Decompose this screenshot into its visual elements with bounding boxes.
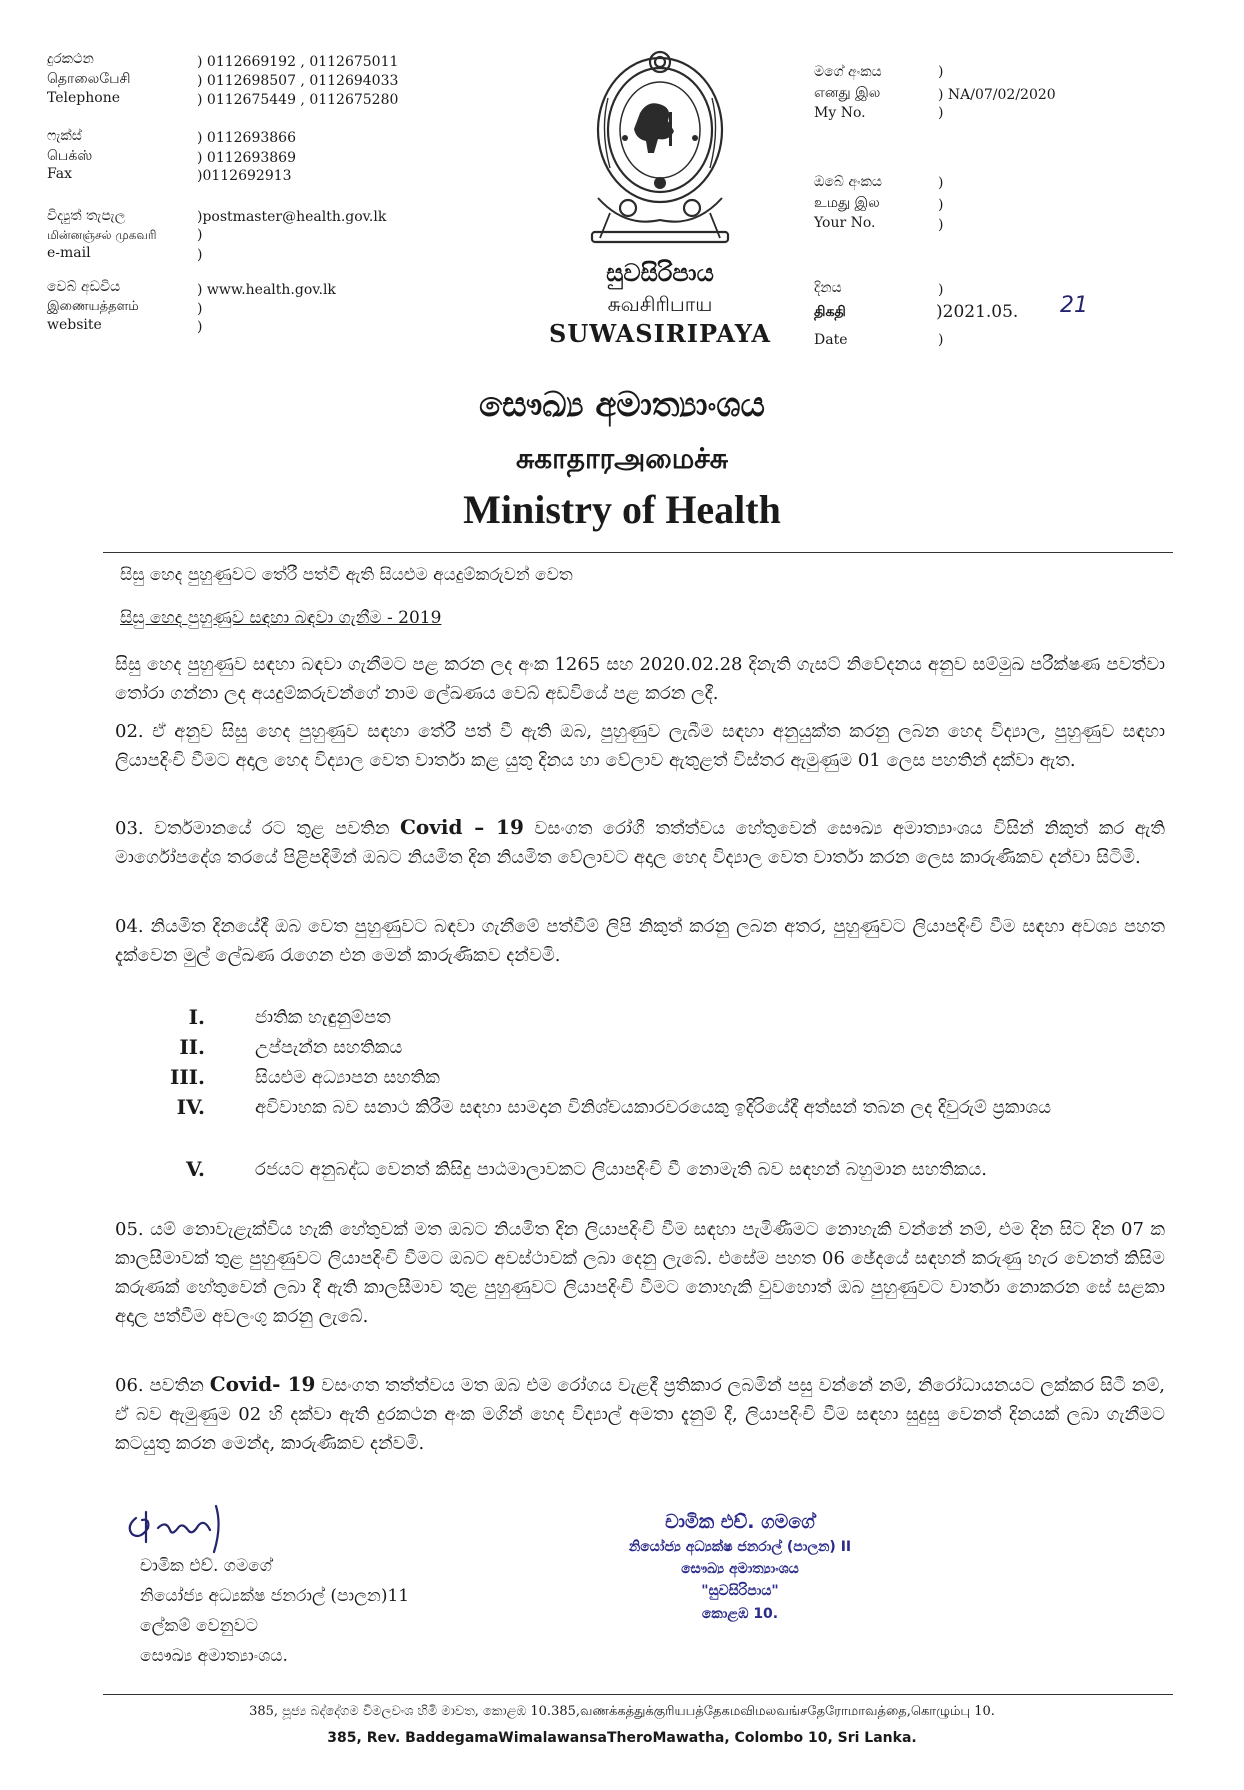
list-number: III.	[169, 1065, 205, 1089]
fax-value-2: ) 0112693869	[197, 150, 296, 166]
date-value-1: )	[938, 282, 944, 298]
paragraph-5: 05. යම් නොවැළැක්විය හැකි හේතුවක් මත ඔබට නියමිත දින ලියාපදිංචි වීම සඳහා පැමිණීමට නොහැකි වන්නේ නම්, එම දින සිට දින 07 ක කාලසීමාවක් තුළ පුහුණුවට ලියාපදිංචි වීමට ඔබට අවස්ථාවක් ලබා දෙනු ලැබේ. එසේම පහත 06 ඡේදයේ සඳහන් කරුණු හැර වෙනත් කිසිම කරුණක් හේතුවෙන් ලබා දී ඇති කාලසීමාව තුළ පුහුණුවට ලියාපදිංචි වීමට නොහැකි වුවහොත් ඔබ පුහුණුවට වාර්තා නොකරන සේ සළකා අදාල පත්වීම අවලංගු කරනු ලැබේ.	[115, 1219, 1165, 1327]
fax-label-ta: பெக்ஸ்	[47, 148, 93, 164]
footer-address-english: 385, Rev. BaddegamaWimalawansaTheroMawatha, Colombo 10, Sri Lanka.	[327, 1730, 917, 1746]
paragraph-3	[115, 813, 1165, 872]
website-value-2: )	[197, 301, 203, 317]
list-text: සියළුම අධ්‍යාපන සහතික	[255, 1067, 440, 1088]
email-value-1: )postmaster@health.gov.lk	[197, 209, 387, 225]
telephone-label-si: දුරකථන	[47, 51, 94, 67]
fax-value-1: ) 0112693866	[197, 130, 296, 146]
date-value-2: )2021.05.	[936, 302, 1019, 322]
email-value-3: )	[197, 247, 203, 263]
my-no-value-3: )	[938, 105, 944, 121]
paragraph-3-start: 03. වර්තමානයේ රට තුළ පවතින	[115, 818, 400, 839]
signatory-name: චාමික එච්. ගමගේ	[140, 1556, 272, 1576]
signature-block	[140, 1551, 540, 1671]
date-value-3: )	[938, 332, 944, 348]
my-no-label-en: My No.	[814, 105, 866, 121]
stamp-name: චාමික එච්. ගමගේ	[665, 1511, 815, 1533]
paragraph-3-covid: Covid – 19	[400, 815, 524, 839]
contact-block	[47, 49, 447, 339]
paragraph-3-end: වසංගත රෝගී තත්ත්වය හේතුවෙන් සෞඛ්‍ය අමාත්‍යාංශය විසින් නිකුත් කර ඇති මාර්ගෝපදේශ තරයේ පිළිපදිමින් ඔබට නියමිත දින නියමිත වේලාවට අදාල හෙද විද්‍යාල වෙත වාර්තා කරන ලෙස කාරුණිකව දන්වා සිටිමි.	[115, 818, 1165, 868]
signatory-title: නියෝජ්‍ය අධ්‍යක්ෂ ජනරාල් (පාලන)11	[140, 1586, 410, 1606]
list-text: උප්පැන්න සහතිකය	[255, 1037, 403, 1058]
your-no-value-3: )	[938, 217, 944, 233]
date-label-ta: திகதி	[814, 304, 846, 320]
paragraph-6-end: වසංගත තත්ත්වය මත ඔබ එම රෝගය වැළදී ප්‍රතිකාර ලබමින් පසු වන්නේ නම්, නිරෝධායනයට ලක්කර සිටී නම්, ඒ බව ඇමුණුම 02 හි දක්වා ඇති දුරකථන අංක මගින් හෙද විද්‍යාල් අමතා දැනුම් දී, ලියාපදිංචි වීම සඳහා සුදුසු වෙනත් දිනයක් ලබා ගැනීමට කටයුතු කරන මෙන්ද, කාරුණිකව දන්වමි.	[115, 1375, 1165, 1454]
website-label-si: වෙබ් අඩවිය	[47, 279, 121, 295]
footer-divider	[103, 1694, 1173, 1695]
my-no-value-2: ) NA/07/02/2020	[938, 87, 1056, 103]
paragraph-6-covid: Covid- 19	[209, 1372, 316, 1396]
my-no-label-si: මගේ අංකය	[814, 64, 882, 80]
date-label-si: දිනය	[814, 280, 842, 296]
telephone-label-ta: தொலைபேசி	[47, 71, 131, 87]
list-text: රජයට අනුබද්ධ වෙනත් කිසිදු පාඨමාලාවකට ලියාපදිංචි වී නොමැති බව සඳහන් බහුමාන සහතිකය.	[255, 1159, 987, 1180]
ministry-name-english: Ministry of Health	[463, 487, 781, 532]
telephone-value-3: ) 0112675449 , 0112675280	[197, 92, 399, 108]
ministry-name-sinhala: සෞඛ්‍ය අමාත්‍යාංශය	[479, 385, 765, 425]
telephone-label-en: Telephone	[47, 90, 121, 106]
handwritten-date-day: 21	[1060, 293, 1088, 318]
letter-addressee: සිසු හෙද පුහුණුවට තේරී පත්වී ඇති සියළුම අයදුම්කරුවන් වෙත	[120, 565, 573, 585]
my-no-label-ta: எனது இல	[814, 85, 881, 101]
paragraph-1: සිසු හෙද පුහුණුව සඳහා බඳවා ගැනීමට පළ කරන ලද අංක 1265 සහ 2020.02.28 දිනැති ගැසට් නිවේදනය අනුව සම්මුඛ පරීක්ෂණ පවත්වා තෝරා ගන්නා ලද අයදුම්කරුවන්ගේ නාම ලේඛණය වෙබ් අඩවියේ පළ කරන ලදී.	[115, 654, 1165, 704]
website-label-en: website	[47, 317, 102, 333]
date-label-en: Date	[814, 332, 848, 348]
signatory-ministry: සෞඛ්‍ය අමාත්‍යාංශය.	[140, 1646, 288, 1666]
paragraph-6-start: 06. පවතින	[115, 1375, 210, 1396]
list-number: V.	[186, 1157, 205, 1181]
fax-value-3: )0112692913	[197, 168, 292, 184]
letter-subject: සිසු හෙද පුහුණුව සඳහා බඳවා ගැනීම - 2019	[120, 608, 442, 628]
stamp-ministry: සෞඛ්‍ය අමාත්‍යාංශය	[681, 1561, 799, 1577]
website-label-ta: இணையத்தளம்	[47, 299, 139, 314]
your-no-value-1: )	[938, 175, 944, 191]
your-no-label-en: Your No.	[814, 215, 876, 231]
official-stamp	[520, 1508, 960, 1626]
telephone-value-2: ) 0112698507 , 0112694033	[197, 73, 399, 89]
paragraph-4: 04. නියමිත දිනයේදී ඔබ වෙත පුහුණුවට බඳවා ගැනීමේ පත්වීම් ලිපි නිකුත් කරනු ලබන අතර, පුහුණුවට ලියාපදිංචි වීම සඳහා අවශ්‍ය පහත දැක්වෙන මුල් ලේඛණ රැගෙන එන මෙන් කාරුණිකව දන්වමි.	[115, 916, 1165, 966]
your-no-label-ta: உமது இல	[814, 195, 880, 211]
my-no-value-1: )	[938, 64, 944, 80]
building-name-tamil: சுவசிரிபாய	[607, 292, 713, 316]
footer-address-local: 385, පූජ්‍ය බද්දේගම විමලවංශ හිමි මාවත, කොළඹ 10.385,வணக்கத்துக்குரியபத்தேகமவிமலவங்சதேரோமாவத்தை,கொழும்பு 10.	[249, 1704, 995, 1719]
stamp-city: කොළඹ 10.	[701, 1606, 779, 1622]
paragraph-6	[115, 1370, 1165, 1458]
paragraph-2: 02. ඒ අනුව සිසු හෙද පුහුණුව සඳහා තේරී පත් වී ඇති ඔබ, පුහුණුව ලැබීම සඳහා අනුයුක්ත කරනු ලබන හෙද විද්‍යාල, පුහුණුව සඳහා ලියාපදිංචි වීමට අදාල හෙද විද්‍යාල වෙත වාර්තා කළ යුතු දිනය හා වේලාව ඇතුළත් විස්තර ඇමුණුම 01 ලෙස පහතින් දක්වා ඇත.	[115, 721, 1165, 771]
email-label-ta: மின்னஞ்சல் முகவரி	[47, 228, 157, 242]
sri-lanka-emblem-icon	[570, 38, 750, 248]
reference-block	[814, 62, 1174, 362]
fax-label-si: ෆැක්ස්	[47, 128, 82, 144]
email-label-si: විද්‍යුත් තැපැල	[47, 208, 126, 224]
list-number: IV.	[176, 1095, 205, 1119]
handwritten-signature-icon	[118, 1498, 238, 1558]
ministry-name-tamil: சுகாதாரஅமைச்சு	[515, 442, 729, 475]
your-no-label-si: ඔබේ අංකය	[814, 174, 882, 190]
list-text: අවිවාහක බව සනාථ කිරීම සඳහා සාමදාන විනිශ්චයකාරවරයෙකු ඉදිරියේදී අත්සන් තබන ලද දිවුරුම් ප්‍රකාශය	[255, 1097, 1052, 1118]
header-divider	[103, 552, 1173, 553]
your-no-value-2: )	[938, 197, 944, 213]
email-label-en: e-mail	[47, 245, 91, 261]
email-value-2: )	[197, 227, 203, 243]
building-name-english: SUWASIRIPAYA	[549, 319, 771, 348]
fax-label-en: Fax	[47, 166, 73, 182]
building-name-sinhala: සුවසිරිපාය	[606, 258, 714, 287]
website-value-3: )	[197, 319, 203, 335]
stamp-title: නියෝජ්‍ය අධ්‍යක්ෂ ජනරාල් (පාලන) II	[628, 1539, 852, 1555]
website-value-1: ) www.health.gov.lk	[197, 282, 336, 298]
telephone-value-1: ) 0112669192 , 0112675011	[197, 54, 399, 70]
stamp-building: "සුවසිරිපාය"	[701, 1583, 779, 1599]
signatory-on-behalf: ලේකම් වෙනුවට	[140, 1616, 259, 1636]
list-number: II.	[179, 1035, 205, 1059]
list-text: ජාතික හැඳුනුම්පත	[255, 1007, 391, 1028]
list-number: I.	[188, 1005, 205, 1029]
